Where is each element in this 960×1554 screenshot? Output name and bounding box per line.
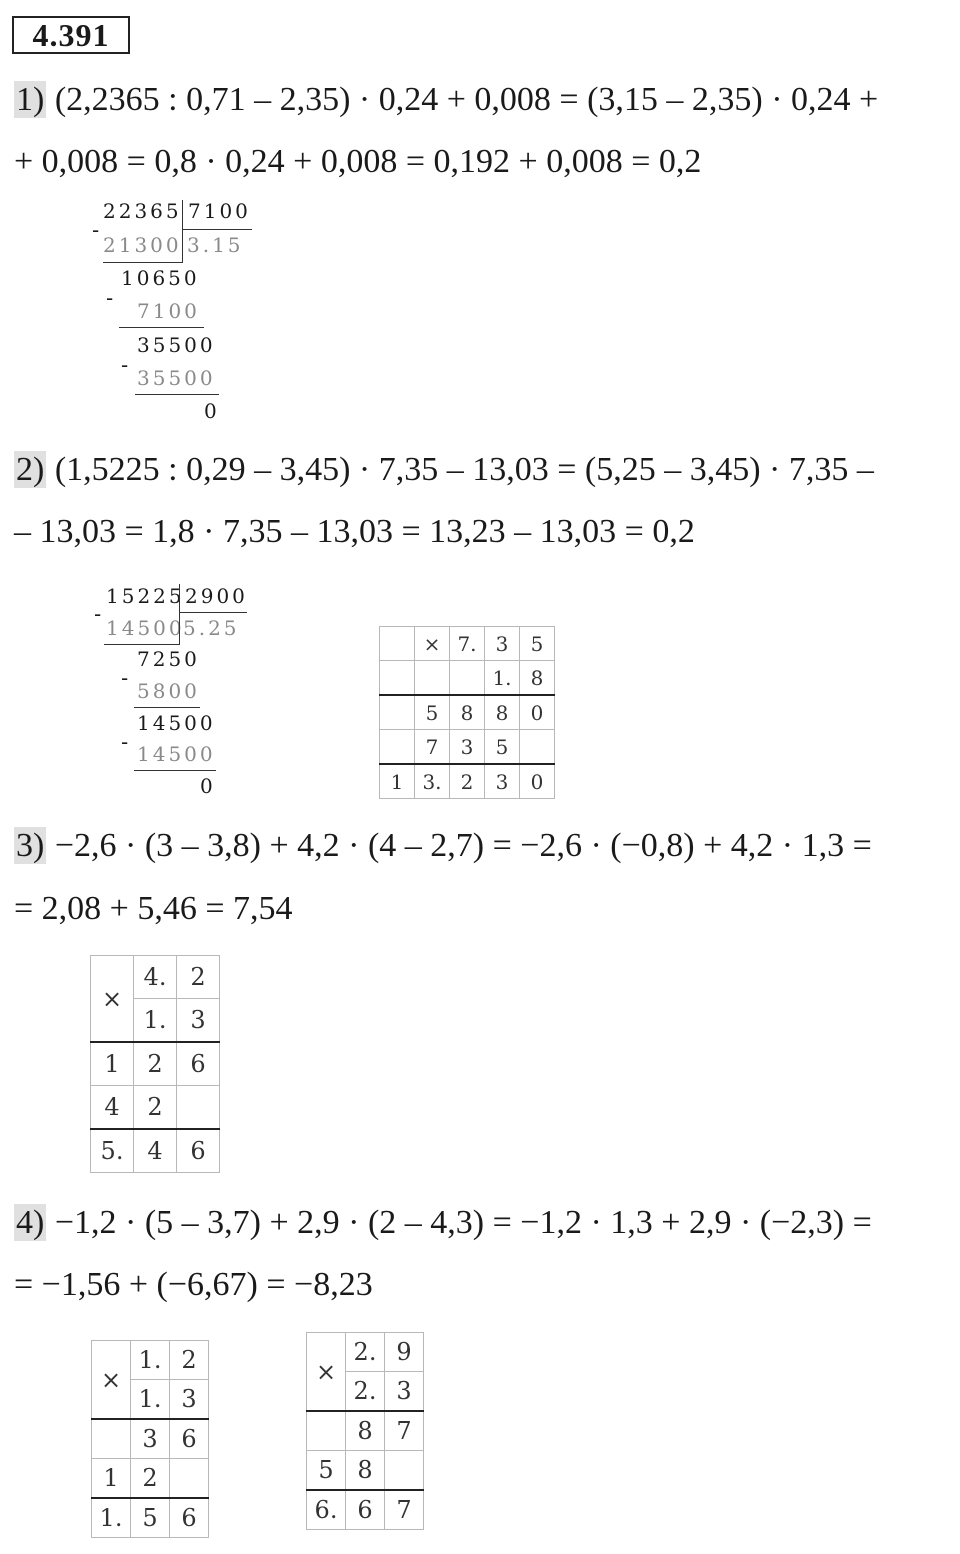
grid-cell: 8	[485, 695, 520, 730]
underline	[134, 707, 200, 708]
grid-row	[91, 1042, 220, 1086]
grid-cell: 1.	[92, 1498, 131, 1538]
grid-cell: ×	[415, 627, 450, 661]
grid-row	[380, 764, 555, 799]
part1-line1	[14, 80, 878, 120]
grid-cell: 2	[134, 1042, 177, 1086]
grid-cell: 1.	[485, 661, 520, 696]
part1-line2: + 0,008 = 0,8 · 0,24 + 0,008 = 0,192 + 0,008 = 0,2	[14, 143, 702, 180]
subtrahend-2: 5800	[137, 679, 200, 703]
grid-row	[307, 1411, 424, 1451]
grid-cell: 8	[346, 1451, 385, 1491]
grid-row	[92, 1498, 209, 1538]
quotient: 3.15	[187, 233, 244, 257]
grid-row	[92, 1419, 209, 1459]
dividend: 15225	[106, 584, 185, 608]
grid-cell: 7	[385, 1490, 424, 1530]
grid-cell: 4.	[134, 956, 177, 999]
part4-multiplication-grid-2	[306, 1332, 424, 1530]
grid-cell: 2	[131, 1459, 170, 1499]
grid-cell: 3	[170, 1380, 209, 1420]
grid-cell: 5	[307, 1451, 346, 1491]
grid-row	[307, 1451, 424, 1491]
grid-cell: 4	[91, 1086, 134, 1130]
minus-sign: -	[94, 602, 102, 626]
grid-cell: 6	[170, 1419, 209, 1459]
grid-cell	[450, 661, 485, 696]
grid-row	[307, 1490, 424, 1530]
divisor: 2900	[185, 584, 248, 608]
subtrahend-1: 14500	[106, 616, 185, 640]
part3-expression-1: −2,6 · (3 – 3,8) + 4,2 · (4 – 2,7) = −2,6 · (−0,8) + 4,2 · 1,3 =	[46, 827, 872, 864]
grid-cell	[380, 627, 415, 661]
grid-cell: 7	[415, 730, 450, 765]
grid-row	[91, 1086, 220, 1130]
part4-expression-1: −1,2 · (5 – 3,7) + 2,9 · (2 – 4,3) = −1,2 · 1,3 + 2,9 · (−2,3) =	[46, 1204, 872, 1241]
grid-cell: 8	[346, 1411, 385, 1451]
grid-cell: 5	[131, 1498, 170, 1538]
subtrahend-1: 21300	[103, 233, 182, 257]
part4-number: 4)	[16, 1204, 45, 1241]
grid-cell: 2.	[346, 1372, 385, 1412]
part4-line2: = −1,56 + (−6,67) = −8,23	[14, 1266, 373, 1303]
grid-cell: 3.	[415, 764, 450, 799]
grid-cell: 5	[485, 730, 520, 765]
grid-cell: 4	[134, 1129, 177, 1173]
grid-cell: 7	[385, 1411, 424, 1451]
grid-row	[380, 695, 555, 730]
grid-row	[91, 1129, 220, 1173]
underline	[104, 644, 180, 645]
minus-sign: -	[106, 286, 114, 310]
grid-cell: 6	[177, 1129, 220, 1173]
grid-cell: 3	[450, 730, 485, 765]
remainder-2: 35500	[137, 333, 216, 357]
grid-cell: 6	[170, 1498, 209, 1538]
grid-row	[380, 661, 555, 696]
part1-number: 1)	[16, 81, 45, 118]
grid-cell: 2.	[346, 1333, 385, 1372]
part3-line2: = 2,08 + 5,46 = 7,54	[14, 890, 293, 927]
division-bracket-vertical	[179, 584, 180, 644]
grid-cell	[385, 1451, 424, 1491]
grid-cell: 1	[92, 1459, 131, 1499]
grid-cell	[415, 661, 450, 696]
grid-cell	[520, 730, 555, 765]
grid-cell: 5.	[91, 1129, 134, 1173]
grid-cell: 9	[385, 1333, 424, 1372]
part2-expression-1: (1,5225 : 0,29 – 3,45) · 7,35 – 13,03 = (5,25 – 3,45) · 7,35 –	[46, 451, 874, 488]
part3-line1	[14, 826, 872, 866]
grid-cell: ×	[307, 1333, 346, 1412]
minus-sign: -	[92, 218, 100, 242]
underline	[134, 770, 216, 771]
grid-cell: 7.	[450, 627, 485, 661]
grid-cell: 0	[520, 764, 555, 799]
grid-cell: 8	[450, 695, 485, 730]
quotient: 5.25	[183, 616, 240, 640]
part3-number: 3)	[16, 827, 45, 864]
part2-multiplication-grid	[379, 626, 555, 799]
part2-line2: – 13,03 = 1,8 · 7,35 – 13,03 = 13,23 – 13,03 = 0,2	[14, 513, 695, 550]
grid-row	[380, 730, 555, 765]
grid-cell: 1	[91, 1042, 134, 1086]
part2-number: 2)	[16, 451, 45, 488]
dividend: 22365	[103, 199, 182, 223]
grid-cell: 3	[485, 764, 520, 799]
part2-line1	[14, 450, 874, 490]
subtrahend-3: 14500	[137, 742, 216, 766]
grid-cell: 3	[485, 627, 520, 661]
grid-cell	[307, 1411, 346, 1451]
part3-multiplication-grid	[90, 955, 220, 1173]
grid-cell	[170, 1459, 209, 1499]
part1-expression-1: (2,2365 : 0,71 – 2,35) · 0,24 + 0,008 = (3,15 – 2,35) · 0,24 +	[46, 81, 879, 118]
grid-cell: 6	[346, 1490, 385, 1530]
grid-cell	[92, 1419, 131, 1459]
underline	[119, 327, 204, 328]
grid-cell: 1	[380, 764, 415, 799]
remainder-2: 14500	[137, 711, 216, 735]
grid-cell: 2	[177, 956, 220, 999]
grid-cell: 2	[450, 764, 485, 799]
final-remainder: 0	[200, 774, 216, 798]
division-bracket-horizontal	[182, 229, 252, 230]
minus-sign: -	[121, 353, 129, 377]
grid-cell: 1.	[131, 1341, 170, 1380]
grid-cell: 2	[134, 1086, 177, 1130]
grid-cell: 3	[177, 999, 220, 1043]
grid-cell: 6	[177, 1042, 220, 1086]
final-remainder: 0	[204, 399, 220, 423]
remainder-1: 7250	[137, 647, 200, 671]
grid-row	[91, 956, 220, 999]
part4-multiplication-grid-1	[91, 1340, 209, 1538]
grid-cell: 6.	[307, 1490, 346, 1530]
grid-cell: 0	[520, 695, 555, 730]
grid-cell	[380, 730, 415, 765]
division-bracket-horizontal	[179, 612, 247, 613]
grid-cell	[380, 661, 415, 696]
underline	[135, 394, 219, 395]
division-bracket-vertical	[182, 200, 183, 262]
minus-sign: -	[121, 666, 129, 690]
underline	[103, 262, 183, 263]
grid-cell	[177, 1086, 220, 1130]
subtrahend-3: 35500	[137, 366, 216, 390]
grid-row	[380, 627, 555, 661]
grid-cell: 1.	[131, 1380, 170, 1420]
grid-cell: ×	[92, 1341, 131, 1420]
remainder-1: 10650	[121, 266, 200, 290]
minus-sign: -	[121, 730, 129, 754]
divisor: 7100	[188, 199, 251, 223]
grid-row	[92, 1459, 209, 1499]
grid-cell	[380, 695, 415, 730]
grid-cell: 3	[131, 1419, 170, 1459]
grid-cell: 5	[520, 627, 555, 661]
part4-line1	[14, 1203, 872, 1243]
grid-cell: 8	[520, 661, 555, 696]
grid-row	[307, 1333, 424, 1372]
grid-cell: 5	[415, 695, 450, 730]
grid-cell: 3	[385, 1372, 424, 1412]
problem-number: 4.391	[12, 16, 130, 54]
grid-cell: ×	[91, 956, 134, 1043]
grid-cell: 1.	[134, 999, 177, 1043]
subtrahend-2: 7100	[137, 299, 200, 323]
grid-cell: 2	[170, 1341, 209, 1380]
grid-row	[92, 1341, 209, 1380]
